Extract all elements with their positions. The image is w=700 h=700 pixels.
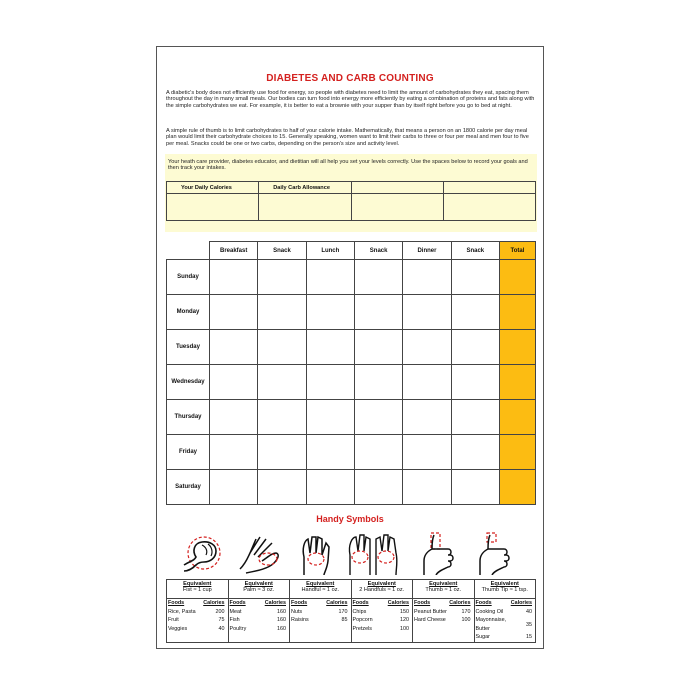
tracker-cell[interactable] [500,435,536,470]
tracker-cell[interactable] [306,435,354,470]
equivalent-block [475,580,536,599]
column-header-dinner: Dinner [403,242,451,260]
tracker-cell[interactable] [258,470,306,505]
handy-symbols-title: Handy Symbols [316,514,384,524]
food-row [475,608,536,616]
foods-table [229,599,290,633]
food-name: Meat [229,609,242,615]
food-calories: 170 [461,609,471,615]
tracker-cell[interactable] [354,365,402,400]
column-header-snack: Snack [354,242,402,260]
handful-icon [294,531,338,575]
column-header-breakfast: Breakfast [210,242,258,260]
tracker-row-tuesday [167,330,536,365]
tracker-cell[interactable] [451,470,499,505]
equivalent-label: Equivalent [306,581,335,587]
day-label: Thursday [167,400,210,435]
tracker-cell[interactable] [500,400,536,435]
symbol-column-palm [228,580,290,643]
calories-header: Calories [387,600,409,606]
tracker-row-monday [167,295,536,330]
tracker-cell[interactable] [451,400,499,435]
equivalent-block [290,580,351,599]
goal-field[interactable] [351,194,443,221]
equivalent-label: Equivalent [367,581,396,587]
carb-counting-sheet [156,46,544,649]
foods-table [167,599,228,633]
food-calories: 100 [461,617,471,624]
food-name: Nuts [291,609,303,615]
foods-header: Foods [229,600,246,606]
tracker-cell[interactable] [210,470,258,505]
rule-of-thumb-paragraph: A simple rule of thumb is to limit carbohydrates to half of your calorie intake. Mathematically, that means a person on an 1800 calorie per day meal plan would limit their carbohydrate choices to 15. Generally speaking, women want to limit their carbs to three or four per meal and men four to five per meal. Snacks could be one or two carbs, depending on the person's size and activity level. [166,128,529,147]
food-row [352,625,413,633]
tracker-cell[interactable] [258,435,306,470]
tracker-cell[interactable] [306,260,354,295]
food-row [290,616,351,624]
calories-header: Calories [510,600,532,606]
tracker-cell[interactable] [354,470,402,505]
column-header-snack: Snack [451,242,499,260]
food-name: Hard Cheese [414,617,446,624]
page-title: DIABETES AND CARB COUNTING [266,73,434,84]
tracker-cell[interactable] [403,295,451,330]
goal-header-blank [351,182,443,194]
equivalent-value: Thumb Tip ≈ 1 tsp. [481,587,528,594]
equivalent-label: Equivalent [429,581,458,587]
thumb-icon [414,531,458,575]
tracker-cell[interactable] [451,365,499,400]
food-name: Rice, Pasta [168,609,196,615]
food-calories: 160 [277,609,286,615]
tracker-cell[interactable] [258,330,306,365]
equivalent-label: Equivalent [490,581,519,587]
tracker-cell[interactable] [210,435,258,470]
day-label: Monday [167,295,210,330]
daily-calories-field[interactable] [167,194,259,221]
food-row [413,608,474,616]
daily-carb-label: Daily Carb Allowance [259,182,351,194]
food-name: Poultry [229,625,247,632]
food-calories: 200 [215,609,225,615]
food-name: Fruit [168,617,179,624]
food-calories: 75 [218,617,225,624]
goal-header-blank [443,182,535,194]
tracker-cell[interactable] [258,400,306,435]
tracker-row-wednesday [167,365,536,400]
tracker-cell[interactable] [210,400,258,435]
equivalent-label: Equivalent [244,581,273,587]
equivalent-value: Thumb ≈ 1 oz. [425,587,462,594]
food-row [352,616,413,624]
food-row [413,616,474,624]
food-name: Sugar [475,634,490,641]
equivalent-block [229,580,290,599]
thumb-tip-icon [472,531,516,575]
food-row [475,633,536,641]
food-name: Mayonnaise, Butter [475,617,507,632]
tracker-cell[interactable] [306,400,354,435]
day-label: Sunday [167,260,210,295]
tracker-cell[interactable] [258,260,306,295]
tracker-row-sunday [167,260,536,295]
tracker-cell[interactable] [210,260,258,295]
tracker-cell[interactable] [258,365,306,400]
food-row [475,616,536,633]
equivalent-value: Palm ≈ 3 oz. [243,587,275,594]
equivalent-block [413,580,474,599]
tracker-cell[interactable] [210,365,258,400]
tracker-corner [167,242,210,260]
day-label: Tuesday [167,330,210,365]
food-calories: 160 [277,625,286,632]
tracker-cell[interactable] [306,295,354,330]
food-calories: 120 [400,617,409,624]
tracker-cell[interactable] [306,365,354,400]
tracker-cell[interactable] [500,470,536,505]
symbol-column-fist [167,580,229,643]
equivalent-block [352,580,413,599]
tracker-row-thursday [167,400,536,435]
tracker-row-friday [167,435,536,470]
goals-table [166,181,536,221]
weekly-tracker-table [166,241,536,505]
food-name: Raisins [291,617,309,624]
equivalent-label: Equivalent [183,581,212,587]
instructions-paragraph: Your heath care provider, diabetes educator, and dietitian will all help you set your levels correctly. Use the spaces below to record your goals and then track your intakes. [168,159,528,172]
tracker-cell[interactable] [403,330,451,365]
food-name: Veggies [168,625,188,632]
food-calories: 100 [400,625,409,632]
food-name: Chips [352,609,367,615]
tracker-cell[interactable] [354,330,402,365]
tracker-cell[interactable] [403,365,451,400]
food-name: Peanut Butter [414,609,447,615]
day-label: Friday [167,435,210,470]
column-header-snack: Snack [258,242,306,260]
foods-table [413,599,474,625]
tracker-cell[interactable] [403,400,451,435]
calories-header: Calories [449,600,471,606]
goal-field[interactable] [443,194,535,221]
foods-header: Foods [352,600,369,606]
food-calories: 160 [277,617,286,624]
food-row [167,625,228,633]
food-calories: 15 [526,634,532,641]
tracker-cell[interactable] [500,260,536,295]
food-row [290,608,351,616]
fist-icon [180,531,228,575]
food-calories: 40 [526,609,532,615]
food-name: Cooking Oil [475,609,504,615]
equivalent-value: Handful ≈ 1 oz. [301,587,340,594]
foods-table [475,599,536,642]
daily-calories-label: Your Daily Calories [167,182,259,194]
food-row [167,608,228,616]
tracker-cell[interactable] [306,470,354,505]
two-handfuls-icon [344,531,404,575]
food-name: Pretzels [352,625,372,632]
symbol-column-thumb-tip [474,580,536,643]
intro-paragraph: A diabetic's body does not efficiently use food for energy, so people with diabetes need to limit the amount of carbohydrates they eat, spacing them throughout the day in many small meals. Our bodies can turn food into energy more efficiently by eating a combination of proteins and fats along with the simple carbohydrates we eat. For example, it is better to eat a brownie with your supper than by itself right before you go to bed at night. [166,90,535,109]
tracker-cell[interactable] [354,400,402,435]
daily-carb-field[interactable] [259,194,351,221]
tracker-cell[interactable] [354,260,402,295]
palm-icon [236,531,286,575]
food-row [167,616,228,624]
tracker-cell[interactable] [210,295,258,330]
food-row [229,608,290,616]
food-name: Fish [229,617,240,624]
tracker-cell[interactable] [451,435,499,470]
symbol-column-thumb [413,580,475,643]
tracker-cell[interactable] [403,435,451,470]
tracker-row-saturday [167,470,536,505]
food-row [229,625,290,633]
food-row [352,608,413,616]
food-name: Popcorn [352,617,373,624]
day-label: Saturday [167,470,210,505]
calories-header: Calories [326,600,348,606]
column-header-total: Total [500,242,536,260]
tracker-cell[interactable] [451,295,499,330]
tracker-cell[interactable] [403,260,451,295]
day-label: Wednesday [167,365,210,400]
calories-header: Calories [203,600,225,606]
food-calories: 40 [218,625,225,632]
tracker-cell[interactable] [210,330,258,365]
symbol-column-handful [290,580,352,643]
foods-header: Foods [168,600,185,606]
food-calories: 170 [338,609,348,615]
foods-table [352,599,413,633]
tracker-cell[interactable] [306,330,354,365]
tracker-cell[interactable] [500,365,536,400]
tracker-cell[interactable] [451,330,499,365]
foods-header: Foods [414,600,431,606]
food-calories: 35 [526,621,532,628]
tracker-cell[interactable] [500,330,536,365]
column-header-lunch: Lunch [306,242,354,260]
handy-symbols-table [166,579,536,643]
foods-table [290,599,351,625]
tracker-cell[interactable] [354,295,402,330]
food-calories: 85 [341,617,348,624]
food-calories: 150 [400,609,409,615]
tracker-cell[interactable] [354,435,402,470]
food-row [229,616,290,624]
hand-symbols-row [166,531,536,577]
equivalent-value: Fist ≈ 1 cup [182,587,212,594]
calories-header: Calories [264,600,286,606]
tracker-cell[interactable] [451,260,499,295]
symbol-column-two-handfuls [351,580,413,643]
foods-header: Foods [291,600,308,606]
foods-header: Foods [475,600,492,606]
equivalent-block [167,580,228,599]
equivalent-value: 2 Handfuls ≈ 1 oz. [359,587,405,594]
tracker-cell[interactable] [403,470,451,505]
tracker-cell[interactable] [500,295,536,330]
tracker-cell[interactable] [258,295,306,330]
